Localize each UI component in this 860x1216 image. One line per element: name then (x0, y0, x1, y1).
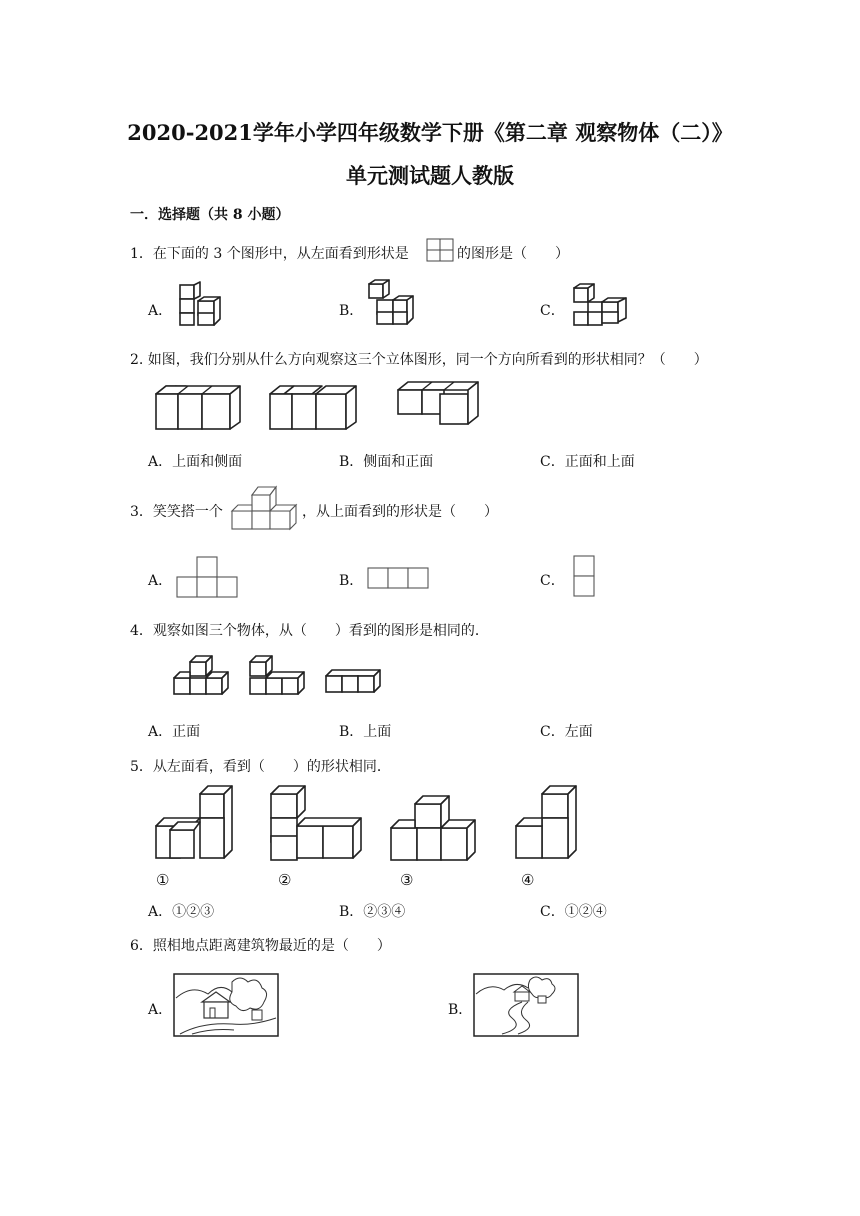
q5-option-c[interactable]: C．①②④ (540, 904, 607, 920)
q2-option-a[interactable]: A．上面和侧面 (148, 454, 243, 470)
question-3-text-before: 3．笑笑搭一个 (130, 504, 223, 520)
question-2-text: 2. 如图，我们分别从什么方向观察这三个立体图形，同一个方向所看到的形状相同？（ ） (130, 352, 708, 368)
q2-option-b[interactable]: B．侧面和正面 (339, 454, 434, 470)
q4-figure-3 (322, 668, 382, 698)
q2-figure-1 (150, 382, 246, 432)
q2-figure-2 (264, 382, 362, 432)
question-3-text-after: ，从上面看到的形状是（ ） (302, 504, 498, 520)
q6-option-a-scene (172, 972, 280, 1038)
q5-figure-label-4: ④ (521, 871, 535, 889)
question-4-text: 4．观察如图三个物体，从（ ）看到的图形是相同的． (130, 623, 489, 639)
q1-left-view-shape (425, 237, 455, 263)
document-title-line1: 2020-2021学年小学四年级数学下册《第二章 观察物体（二）》 (127, 120, 733, 145)
section-heading: 一．选择题（共 8 小题） (130, 207, 290, 223)
q1-option-b[interactable]: B． (339, 303, 364, 319)
q5-figure-label-2: ② (278, 871, 292, 889)
q2-figure-3 (392, 378, 492, 428)
q3-stacked-figure (230, 483, 302, 533)
q5-figure-label-1: ① (156, 871, 170, 889)
q3-option-c[interactable]: C． (540, 573, 565, 589)
question-6-text: 6．照相地点距离建筑物最近的是（ ） (130, 938, 391, 954)
q4-option-c[interactable]: C．左面 (540, 724, 593, 740)
q5-option-b[interactable]: B．②③④ (339, 904, 406, 920)
q5-figure-3 (385, 790, 485, 866)
q4-figure-2 (246, 654, 306, 698)
q3-option-b-figure (367, 566, 429, 590)
q4-figure-1 (170, 654, 230, 698)
q1-option-b-figure (363, 280, 415, 328)
q5-figure-label-3: ③ (400, 871, 414, 889)
question-1-text-after: 的图形是（ ） (457, 246, 569, 262)
q4-option-a[interactable]: A．正面 (148, 724, 201, 740)
q6-option-b-scene (472, 972, 580, 1038)
question-5-text: 5．从左面看，看到（ ）的形状相同． (130, 759, 391, 775)
q2-option-c[interactable]: C．正面和上面 (540, 454, 635, 470)
q5-figure-2 (265, 784, 365, 864)
q3-option-c-figure (572, 555, 596, 599)
q6-option-a[interactable]: A． (148, 1002, 173, 1018)
q3-option-a-figure (177, 555, 239, 599)
document-title-line2: 单元测试题人教版 (346, 163, 514, 188)
q5-figure-1 (150, 784, 242, 864)
q1-option-a-figure (172, 282, 222, 328)
q5-figure-4 (510, 784, 586, 864)
q3-option-a[interactable]: A． (148, 573, 173, 589)
q5-option-a[interactable]: A．①②③ (148, 904, 215, 920)
q1-option-c[interactable]: C． (540, 303, 565, 319)
q1-option-a[interactable]: A． (148, 303, 173, 319)
q3-option-b[interactable]: B． (339, 573, 364, 589)
q1-option-c-figure (568, 282, 630, 328)
question-1-text-before: 1．在下面的 3 个图形中，从左面看到形状是 (130, 246, 409, 262)
q4-option-b[interactable]: B．上面 (339, 724, 392, 740)
q6-option-b[interactable]: B． (448, 1002, 473, 1018)
